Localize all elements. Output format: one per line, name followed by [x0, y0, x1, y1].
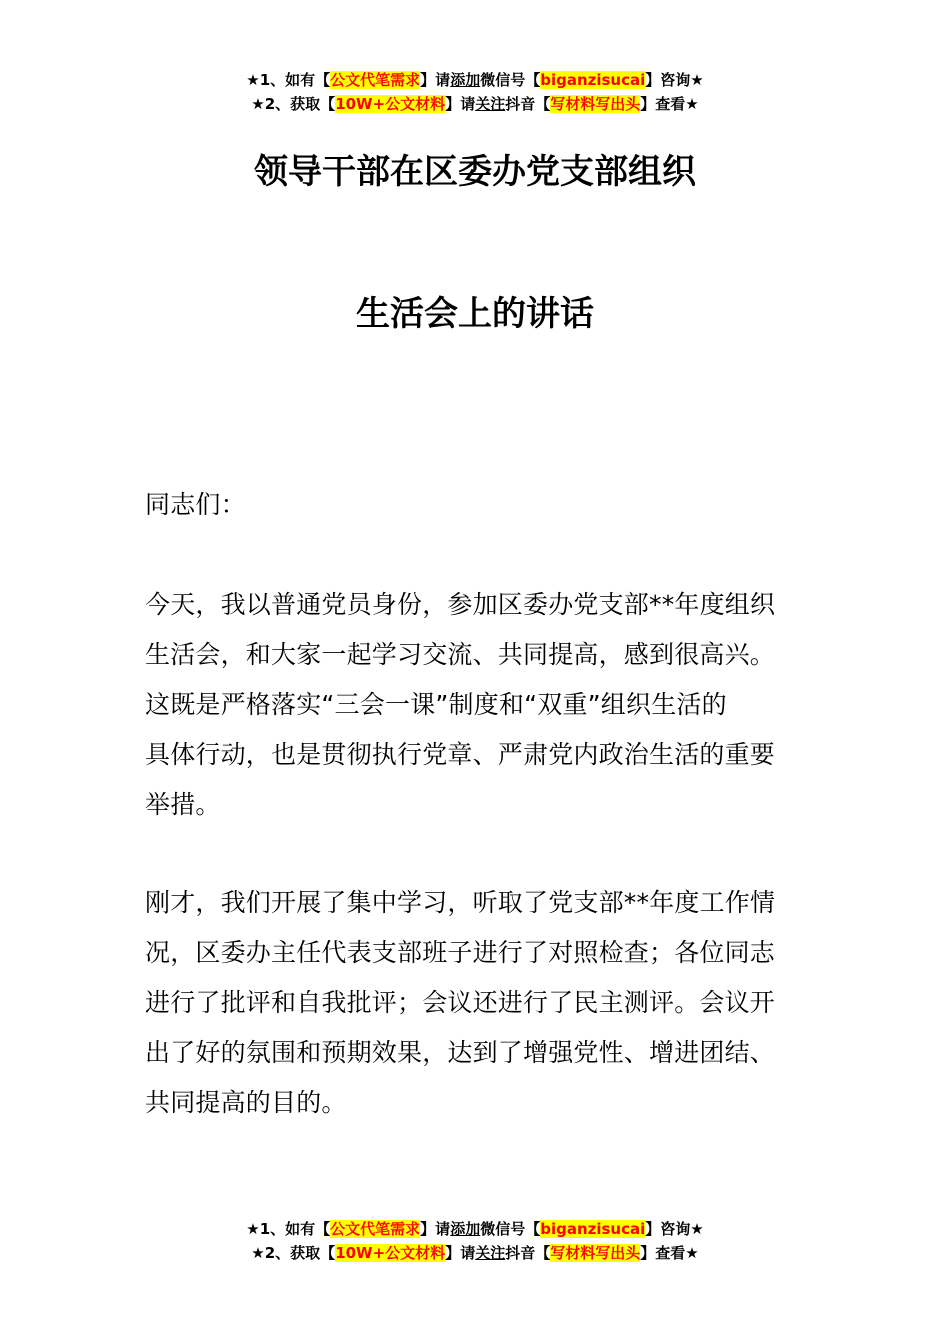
paragraph-line: 况，区委办主任代表支部班子进行了对照检查；各位同志 — [145, 938, 776, 967]
banner-text: ★2、获取【 — [251, 1244, 336, 1262]
banner-highlight-douyin: 写材料写出头 — [550, 1244, 641, 1262]
paragraph-line: 具体行动，也是贯彻执行党章、严肃党内政治生活的重要 — [145, 740, 776, 769]
banner-text: 】请 — [445, 95, 476, 113]
banner-line-2 — [0, 92, 950, 116]
paragraph-line: 进行了批评和自我批评；会议还进行了民主测评。会议开 — [145, 988, 776, 1017]
banner-highlight-wechat: biganzisucai — [540, 71, 646, 89]
banner-highlight: 公文代笔需求 — [330, 71, 421, 89]
paragraph-line: 出了好的氛围和预期效果，达到了增强党性、增进团结、 — [145, 1038, 776, 1067]
banner-highlight-wechat: biganzisucai — [540, 1220, 646, 1238]
paragraph-2 — [145, 878, 810, 1128]
document-title-line-2: 生活会上的讲话 — [356, 294, 594, 334]
banner-text: 】查看★ — [640, 95, 699, 113]
footer-banner — [0, 1217, 950, 1265]
banner-text: 】请 — [445, 1244, 476, 1262]
paragraph-line: 这既是严格落实“三会一课”制度和“双重”组织生活的 — [145, 690, 727, 719]
banner-underline: 添加 — [450, 1220, 481, 1238]
banner-underline: 添加 — [450, 71, 481, 89]
banner-text: 】咨询★ — [645, 71, 704, 89]
banner-highlight: 10W+公文材料 — [335, 95, 446, 113]
banner-underline: 关注 — [475, 1244, 506, 1262]
banner-line-2 — [0, 1241, 950, 1265]
paragraph-line: 生活会，和大家一起学习交流、共同提高，感到很高兴。 — [145, 640, 776, 669]
paragraph-line: 共同提高的目的。 — [145, 1088, 347, 1117]
banner-line-1 — [0, 1217, 950, 1241]
banner-underline: 关注 — [475, 95, 506, 113]
banner-text: 】咨询★ — [645, 1220, 704, 1238]
banner-text: ★1、如有【 — [246, 71, 331, 89]
paragraph-line: 举措。 — [145, 790, 221, 819]
document-title-line-1: 领导干部在区委办党支部组织 — [254, 152, 696, 192]
banner-text: 微信号【 — [480, 71, 541, 89]
banner-highlight: 公文代笔需求 — [330, 1220, 421, 1238]
paragraph-line: 今天，我以普通党员身份，参加区委办党支部**年度组织 — [145, 590, 776, 619]
banner-text: 微信号【 — [480, 1220, 541, 1238]
banner-text: 】请 — [420, 71, 451, 89]
greeting: 同志们： — [145, 490, 246, 519]
paragraph-line: 刚才，我们开展了集中学习，听取了党支部**年度工作情 — [145, 888, 776, 917]
banner-text: 】查看★ — [640, 1244, 699, 1262]
header-banner — [0, 68, 950, 116]
banner-text: ★1、如有【 — [246, 1220, 331, 1238]
banner-text: 】请 — [420, 1220, 451, 1238]
banner-highlight-douyin: 写材料写出头 — [550, 95, 641, 113]
banner-text: ★2、获取【 — [251, 95, 336, 113]
banner-line-1 — [0, 68, 950, 92]
banner-text: 抖音【 — [505, 1244, 551, 1262]
banner-text: 抖音【 — [505, 95, 551, 113]
paragraph-1 — [145, 580, 810, 830]
banner-highlight: 10W+公文材料 — [335, 1244, 446, 1262]
